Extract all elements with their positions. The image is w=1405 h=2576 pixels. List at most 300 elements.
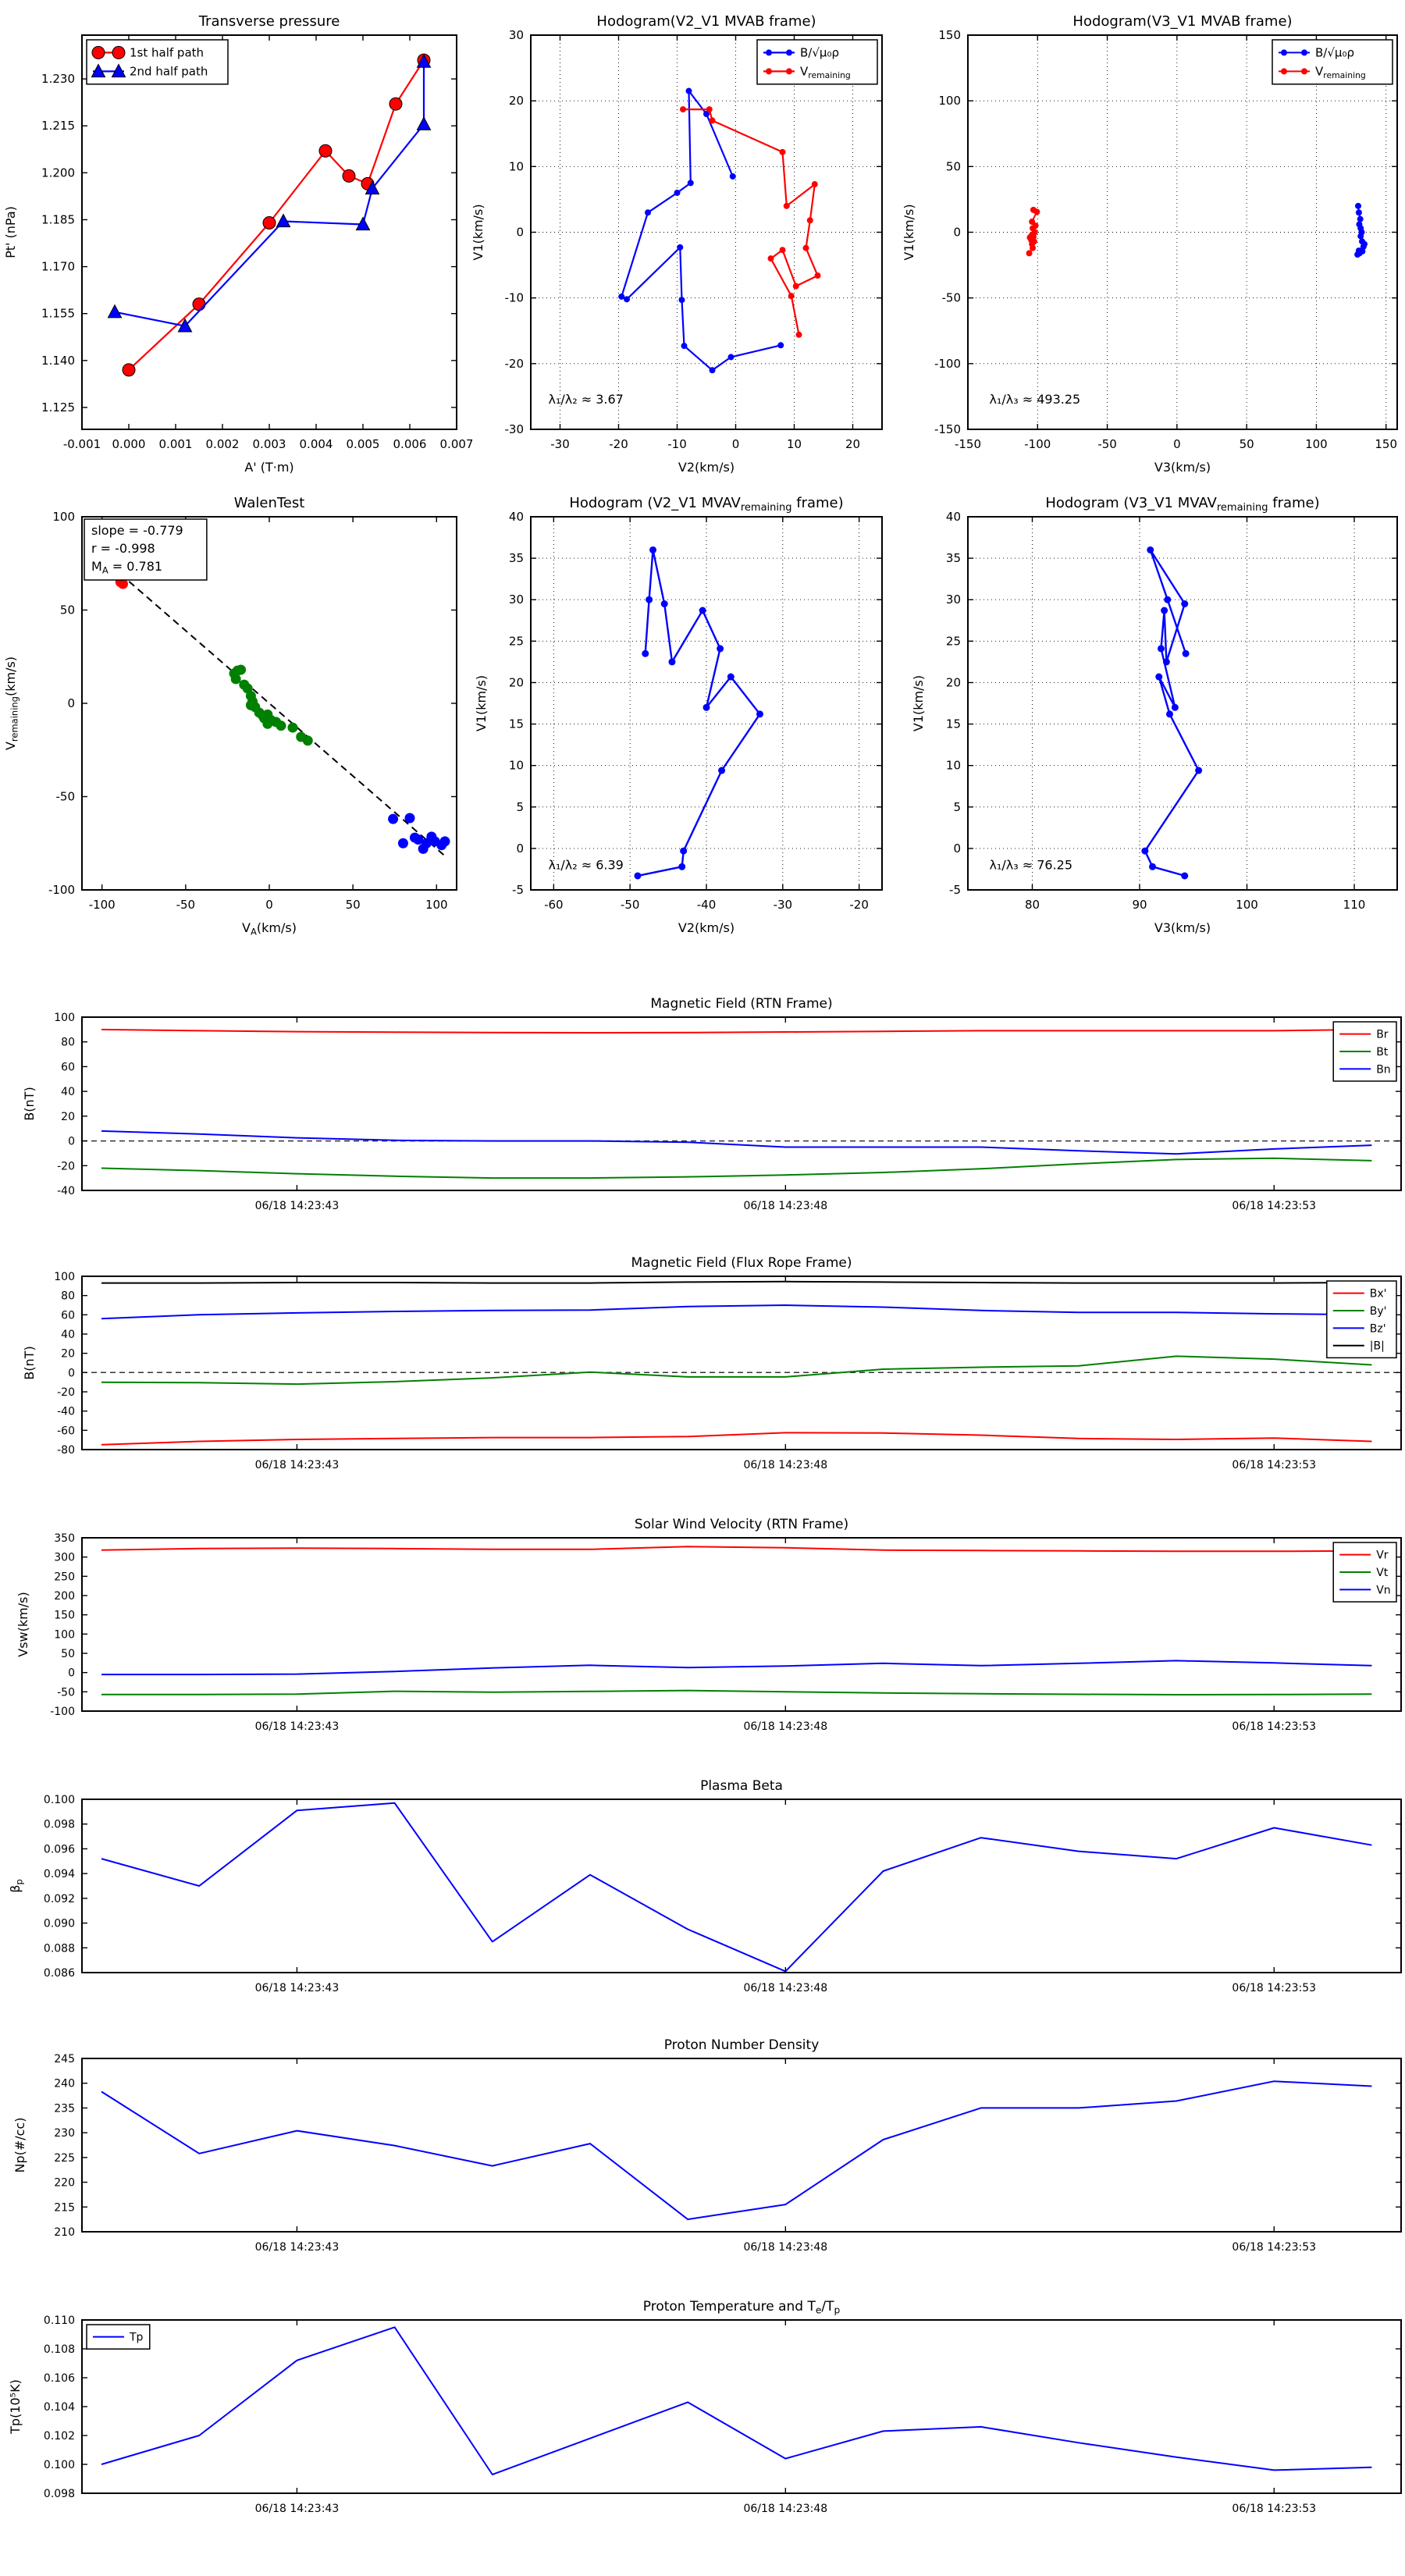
y-tick-label: 0: [68, 1367, 75, 1380]
y-tick-label: 20: [61, 1347, 75, 1361]
chart-magnetic-field-flux-rope: [22, 1255, 1401, 1471]
x-tick-label: 80: [1024, 898, 1040, 912]
legend-label: Bx': [1369, 1287, 1387, 1300]
marker-dot: [1356, 209, 1362, 215]
marker-dot: [1181, 872, 1188, 879]
chart-title: Solar Wind Velocity (RTN Frame): [634, 1517, 849, 1532]
marker-dot: [1158, 645, 1165, 652]
marker-dot: [812, 181, 818, 187]
axis-ticks: [946, 510, 1397, 912]
y-tick-label: 0.106: [43, 2372, 75, 2385]
series-v-remaining: [1026, 207, 1040, 257]
marker-dot: [1357, 233, 1364, 240]
axes-frame: [531, 517, 882, 890]
legend-label: 2nd half path: [130, 64, 208, 79]
y-tick-label: -100: [934, 356, 961, 371]
marker-dot: [780, 247, 786, 253]
y-tick-label: 230: [54, 2127, 75, 2140]
x-tick-label: 0.004: [299, 437, 333, 451]
x-tick-label: 06/18 14:23:43: [254, 2503, 340, 2515]
series-tp: [101, 2327, 1371, 2475]
marker-dot: [815, 272, 821, 279]
x-tick-label: 0.000: [112, 437, 146, 451]
chart-title: Hodogram(V2_V1 MVAB frame): [596, 13, 816, 30]
y-tick-label: 0: [516, 841, 524, 856]
legend-label: Br: [1376, 1028, 1389, 1041]
marker-dot: [728, 354, 735, 360]
y-tick-label: 1.155: [41, 306, 75, 321]
axes-frame: [968, 517, 1397, 890]
y-tick-label: 60: [61, 1061, 75, 1074]
series-b-normalized: [618, 88, 784, 374]
marker-dot: [649, 546, 656, 553]
stats-line: $M_A = 0.781$: [91, 559, 163, 576]
marker-dot: [730, 173, 736, 180]
y-tick-label: 240: [54, 2077, 75, 2090]
y-axis-label: V1(km/s): [911, 674, 926, 732]
chart-proton-number-density: [12, 2037, 1401, 2254]
marker-dot: [1033, 208, 1040, 215]
legend: [87, 40, 228, 84]
marker-dot: [680, 106, 686, 112]
marker-dot: [388, 814, 398, 824]
chart-title: WalenTest: [233, 495, 305, 511]
y-tick-label: 0.096: [43, 1843, 75, 1856]
lambda-annotation: λ₁/λ₃ ≈ 493.25: [989, 392, 1081, 407]
y-tick-label: -80: [57, 1444, 75, 1457]
y-tick-label: 0.088: [43, 1942, 75, 1955]
x-axis-label: V3(km/s): [1154, 920, 1211, 935]
chart-title: Hodogram(V3_V1 MVAB frame): [1072, 13, 1293, 30]
marker-dot: [1301, 49, 1307, 55]
marker-circle: [263, 216, 276, 229]
series-br: [101, 1030, 1371, 1033]
marker-dot: [1281, 68, 1287, 74]
y-tick-label: 50: [945, 159, 961, 174]
y-tick-label: -150: [934, 422, 961, 436]
marker-dot: [679, 297, 685, 303]
marker-dot: [1181, 600, 1188, 607]
chart-title: Transverse pressure: [198, 13, 340, 30]
stats-line: r = -0.998: [91, 541, 155, 557]
y-tick-label: 0.104: [43, 2401, 75, 2414]
marker-dot: [784, 203, 790, 209]
y-tick-label: -20: [504, 356, 524, 371]
legend: [757, 40, 877, 84]
x-tick-label: 90: [1132, 898, 1147, 912]
x-tick-label: 06/18 14:23:43: [254, 2241, 340, 2254]
marker-circle: [92, 46, 105, 59]
y-tick-label: 245: [54, 2053, 75, 2065]
x-tick-label: 06/18 14:23:53: [1232, 1200, 1317, 1212]
series-fit-line: [94, 551, 445, 856]
marker-dot: [766, 68, 772, 74]
y-tick-label: -40: [57, 1405, 75, 1418]
x-tick-label: 06/18 14:23:48: [743, 2241, 828, 2254]
y-tick-label: 0.086: [43, 1967, 75, 1980]
marker-dot: [645, 209, 651, 215]
chart-hodogram-v3v1-mvab: [902, 13, 1397, 475]
y-tick-label: 1.125: [41, 400, 75, 415]
marker-dot: [646, 596, 653, 603]
y-tick-label: 40: [61, 1086, 75, 1099]
chart-proton-temperature: [8, 2299, 1401, 2515]
marker-dot: [1281, 49, 1287, 55]
chart-title: Magnetic Field (RTN Frame): [650, 996, 833, 1012]
y-tick-label: 150: [54, 1609, 75, 1622]
legend: [1333, 1022, 1396, 1081]
x-tick-label: 06/18 14:23:53: [1232, 2241, 1317, 2254]
y-tick-label: 30: [508, 28, 524, 42]
marker-dot: [807, 217, 813, 223]
marker-dot: [680, 848, 687, 855]
marker-dot: [678, 863, 685, 870]
x-tick-label: 150: [1375, 437, 1398, 451]
y-tick-label: 20: [61, 1110, 75, 1123]
marker-triangle: [108, 305, 121, 318]
marker-dot: [398, 838, 408, 849]
series-vn: [101, 1660, 1371, 1674]
y-tick-label: 80: [61, 1036, 75, 1049]
x-tick-label: -20: [609, 437, 628, 451]
axes-frame: [82, 1538, 1401, 1711]
x-tick-label: 110: [1343, 898, 1366, 912]
y-tick-label: 0: [68, 1667, 75, 1680]
marker-dot: [681, 343, 688, 349]
axis-ticks: [54, 1271, 1401, 1471]
marker-dot: [786, 68, 792, 74]
x-axis-label: V2(km/s): [678, 920, 735, 935]
x-tick-label: 06/18 14:23:48: [743, 1982, 828, 1994]
x-tick-label: -100: [1024, 437, 1051, 451]
chart-plasma-beta: [8, 1778, 1401, 1994]
y-tick-label: -50: [941, 290, 961, 305]
marker-dot: [668, 658, 675, 665]
y-tick-label: 35: [945, 551, 961, 566]
y-tick-label: 100: [52, 510, 75, 524]
axis-ticks: [934, 28, 1397, 451]
x-tick-label: -0.001: [62, 437, 101, 451]
marker-dot: [262, 719, 272, 729]
y-tick-label: -30: [504, 422, 524, 436]
x-tick-label: 06/18 14:23:53: [1232, 1720, 1317, 1733]
y-tick-label: 0.098: [43, 2488, 75, 2500]
x-tick-label: -60: [544, 898, 564, 912]
marker-dot: [440, 836, 450, 846]
marker-circle: [389, 98, 402, 110]
legend-label: 1st half path: [130, 45, 205, 60]
marker-dot: [699, 607, 706, 614]
series-bt: [101, 1158, 1371, 1178]
y-tick-label: -5: [949, 883, 961, 897]
y-tick-label: 10: [945, 758, 961, 773]
y-tick-label: 0.090: [43, 1917, 75, 1930]
axes-frame: [82, 1276, 1401, 1450]
y-tick-label: -60: [57, 1425, 75, 1438]
chart-hodogram-v2v1-mvab: [471, 13, 882, 475]
y-tick-label: -100: [50, 1706, 75, 1718]
x-tick-label: -20: [849, 898, 869, 912]
y-tick-label: 100: [54, 1271, 75, 1283]
x-tick-label: 0.005: [346, 437, 380, 451]
y-tick-label: 225: [54, 2151, 75, 2165]
marker-dot: [1141, 848, 1148, 855]
legend-label: By': [1369, 1304, 1387, 1318]
series-beta-p: [101, 1803, 1371, 1972]
y-tick-label: 30: [508, 592, 524, 607]
y-tick-label: -50: [57, 1686, 75, 1699]
y-tick-label: -20: [57, 1386, 75, 1399]
y-tick-label: -100: [48, 883, 75, 897]
marker-dot: [1147, 546, 1154, 553]
y-tick-label: 100: [54, 1628, 75, 1642]
series-first-half-path: [123, 54, 430, 376]
x-tick-label: -50: [1097, 437, 1117, 451]
y-tick-label: 25: [945, 634, 961, 649]
series-by-prime: [101, 1356, 1371, 1384]
y-tick-label: 0: [68, 1135, 75, 1148]
marker-dot: [718, 767, 725, 774]
marker-dot: [276, 720, 286, 731]
marker-dot: [768, 255, 774, 262]
chart-title: Hodogram (V2_V1 $MVAV_{remaining}$ frame): [569, 495, 844, 514]
chart-hodogram-v3v1-mvav: [911, 495, 1397, 935]
y-tick-label: 200: [54, 1590, 75, 1603]
axes-frame: [82, 35, 457, 429]
x-tick-label: 06/18 14:23:43: [254, 1720, 340, 1733]
marker-dot: [703, 704, 710, 711]
marker-dot: [236, 664, 246, 674]
y-tick-label: 40: [61, 1329, 75, 1341]
marker-dot: [780, 149, 786, 155]
y-axis-label: V1(km/s): [474, 674, 489, 732]
marker-circle: [123, 364, 135, 376]
y-tick-label: 0.098: [43, 1818, 75, 1831]
marker-dot: [418, 844, 429, 854]
chart-magnetic-field-rtn: [22, 996, 1401, 1212]
axis-ticks: [41, 35, 473, 451]
gridlines: [968, 517, 1397, 890]
x-tick-label: -50: [176, 898, 196, 912]
axis-ticks: [44, 1794, 1401, 1994]
marker-dot: [1183, 650, 1190, 657]
x-tick-label: 20: [845, 437, 861, 451]
x-tick-label: 06/18 14:23:53: [1232, 1459, 1317, 1471]
marker-dot: [231, 674, 241, 684]
y-tick-label: 1.170: [41, 259, 75, 274]
series-np: [101, 2081, 1371, 2219]
legend-label: Bz': [1369, 1322, 1386, 1336]
marker-dot: [1355, 203, 1361, 209]
y-tick-label: 80: [61, 1290, 75, 1303]
x-tick-label: 100: [425, 898, 448, 912]
y-tick-label: 300: [54, 1551, 75, 1564]
y-tick-label: 350: [54, 1532, 75, 1545]
chart-walen-test: [3, 495, 457, 938]
x-tick-label: 06/18 14:23:48: [743, 2503, 828, 2515]
x-tick-label: 06/18 14:23:53: [1232, 1982, 1317, 1994]
marker-dot: [1357, 216, 1364, 222]
marker-dot: [405, 813, 415, 823]
marker-dot: [688, 180, 694, 186]
axis-ticks: [509, 510, 882, 912]
x-tick-label: 0: [731, 437, 740, 451]
series-bn: [101, 1131, 1371, 1154]
marker-dot: [1030, 245, 1036, 251]
y-tick-label: 215: [54, 2201, 75, 2215]
axis-ticks: [505, 28, 883, 451]
marker-dot: [624, 296, 630, 302]
y-axis-label: Vsw(km/s): [16, 1592, 30, 1657]
y-tick-label: 15: [945, 717, 961, 731]
y-tick-label: -50: [55, 789, 75, 804]
y-axis-label: B(nT): [22, 1346, 37, 1380]
series-bx-prime: [101, 1432, 1371, 1444]
x-tick-label: 50: [345, 898, 361, 912]
y-tick-label: 0.110: [43, 2314, 75, 2327]
y-tick-label: 1.230: [41, 72, 75, 87]
y-tick-label: 1.185: [41, 212, 75, 227]
y-tick-label: 0.100: [43, 1794, 75, 1806]
x-tick-label: 0: [1173, 437, 1181, 451]
legend-label: B/√μ₀ρ: [1315, 45, 1354, 60]
x-tick-label: -30: [550, 437, 570, 451]
chart-hodogram-v2v1-mvav: [474, 495, 882, 935]
marker-circle: [319, 144, 332, 157]
series-v-path: [634, 546, 763, 879]
x-tick-label: 06/18 14:23:43: [254, 1982, 340, 1994]
x-tick-label: -50: [620, 898, 640, 912]
stats-line: slope = -0.779: [91, 523, 183, 539]
marker-dot: [796, 332, 802, 338]
y-tick-label: 0.100: [43, 2459, 75, 2471]
marker-dot: [303, 735, 313, 745]
chart-title: Proton Number Density: [663, 2037, 820, 2053]
y-tick-label: 0.108: [43, 2343, 75, 2356]
marker-dot: [766, 49, 772, 55]
stats-box: [84, 519, 207, 580]
y-tick-label: 10: [508, 159, 524, 174]
y-tick-label: -5: [512, 883, 524, 897]
y-axis-label: $\beta_p$: [8, 1879, 25, 1893]
axis-ticks: [54, 2053, 1401, 2254]
y-tick-label: 210: [54, 2226, 75, 2239]
y-tick-label: 0.092: [43, 1892, 75, 1905]
marker-dot: [677, 244, 683, 251]
x-tick-label: 06/18 14:23:43: [254, 1200, 340, 1212]
gridlines: [531, 517, 882, 890]
x-tick-label: 06/18 14:23:48: [743, 1459, 828, 1471]
x-tick-label: 0.001: [158, 437, 193, 451]
marker-dot: [1164, 596, 1171, 603]
y-tick-label: 30: [945, 592, 961, 607]
axis-ticks: [54, 1012, 1401, 1212]
y-tick-label: 5: [953, 799, 961, 814]
chart-title: Hodogram (V3_V1 $MVAV_{remaining}$ frame): [1045, 495, 1320, 514]
y-tick-label: 1.200: [41, 165, 75, 180]
marker-circle: [193, 298, 205, 311]
x-tick-label: 50: [1239, 437, 1254, 451]
legend-label: |B|: [1369, 1340, 1385, 1353]
legend-label: Vn: [1376, 1584, 1391, 1597]
y-axis-label: Pt' (nPa): [3, 206, 18, 258]
marker-dot: [1026, 250, 1033, 256]
legend-label: Bn: [1376, 1063, 1391, 1076]
y-tick-label: 0: [516, 225, 524, 240]
series-vt: [101, 1691, 1371, 1695]
x-tick-label: -150: [954, 437, 982, 451]
x-tick-label: 0.007: [439, 437, 474, 451]
y-tick-label: 25: [508, 634, 524, 649]
y-tick-label: 0: [67, 696, 75, 710]
series-second-half-path: [108, 55, 430, 332]
marker-dot: [710, 117, 716, 123]
marker-dot: [634, 872, 641, 879]
y-tick-label: 40: [945, 510, 961, 524]
marker-dot: [706, 106, 713, 112]
x-tick-label: 100: [1305, 437, 1328, 451]
y-tick-label: -20: [57, 1160, 75, 1173]
marker-dot: [786, 49, 792, 55]
marker-dot: [288, 723, 298, 733]
y-tick-label: 20: [945, 675, 961, 690]
x-tick-label: -40: [696, 898, 717, 912]
marker-dot: [1155, 674, 1162, 681]
chart-title: Proton Temperature and $T_e/T_p$: [642, 2299, 841, 2316]
marker-dot: [727, 674, 735, 681]
legend: [1333, 1542, 1396, 1602]
y-tick-label: 220: [54, 2176, 75, 2190]
marker-dot: [756, 710, 763, 717]
x-axis-label: $V_A(km/s)$: [242, 920, 297, 938]
marker-dot: [661, 600, 668, 607]
marker-dot: [710, 367, 716, 373]
marker-triangle: [276, 214, 290, 226]
series-b-normalized: [1354, 203, 1368, 258]
series-v-remaining: [680, 106, 821, 338]
legend: [1327, 1281, 1396, 1357]
y-tick-label: 150: [938, 28, 961, 42]
marker-dot: [788, 293, 795, 299]
marker-circle: [343, 169, 355, 182]
marker-dot: [674, 190, 681, 196]
marker-dot: [1195, 767, 1202, 774]
y-axis-label: V1(km/s): [902, 204, 916, 261]
y-tick-label: 1.140: [41, 353, 75, 368]
y-axis-label: V1(km/s): [471, 204, 486, 261]
y-tick-label: 5: [516, 799, 524, 814]
y-tick-label: 0.094: [43, 1868, 75, 1881]
marker-dot: [793, 283, 799, 290]
axis-ticks: [44, 2314, 1401, 2515]
y-tick-label: -40: [57, 1185, 75, 1197]
lambda-annotation: λ₁/λ₂ ≈ 3.67: [548, 392, 624, 407]
axes-frame: [82, 2058, 1401, 2232]
y-tick-label: 1.215: [41, 119, 75, 133]
y-tick-label: 50: [61, 1648, 75, 1660]
x-axis-label: A' (T·m): [244, 460, 294, 475]
x-tick-label: -100: [88, 898, 116, 912]
y-tick-label: 20: [508, 675, 524, 690]
x-tick-label: 06/18 14:23:43: [254, 1459, 340, 1471]
y-tick-label: 60: [61, 1309, 75, 1322]
legend-label: Tp: [130, 2331, 144, 2344]
legend-label: Bt: [1376, 1045, 1389, 1059]
series-b-magnitude: [101, 1282, 1371, 1283]
legend-label: $V_{remaining}$: [800, 64, 851, 80]
x-tick-label: 0: [265, 898, 273, 912]
x-tick-label: 10: [786, 437, 802, 451]
